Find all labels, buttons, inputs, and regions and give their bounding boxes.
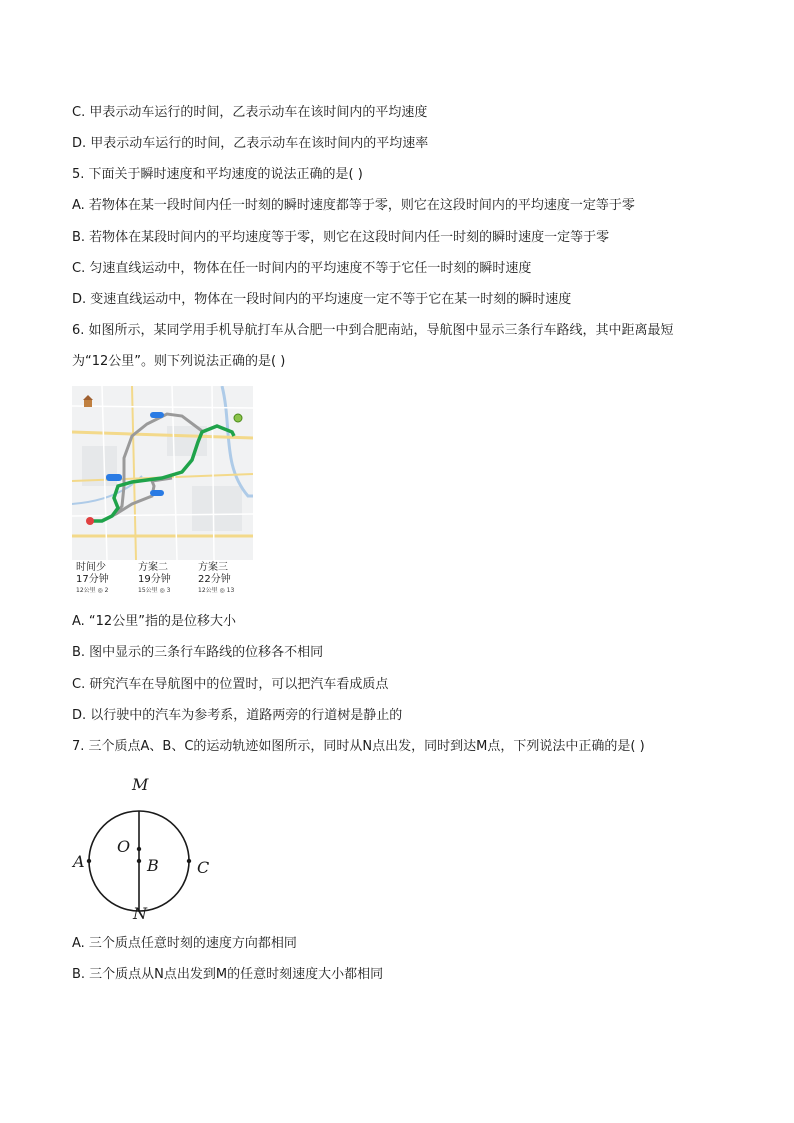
point-c (187, 859, 191, 863)
q6-option-a: A. “12公里”指的是位移大小 (72, 614, 236, 629)
question-5: 5. 下面关于瞬时速度和平均速度的说法正确的是( ) (72, 167, 363, 182)
question-6-line1: 6. 如图所示，某同学用手机导航打车从合肥一中到合肥南站，导航图中显示三条行车路线，其中距离最短 (72, 323, 674, 338)
point-o (137, 847, 141, 851)
q7-option-a: A. 三个质点任意时刻的速度方向都相同 (72, 936, 297, 951)
label-a: A (73, 852, 85, 871)
route-plan-3 (198, 562, 260, 595)
plan-time: 22分钟 (198, 574, 231, 585)
label-o: O (117, 837, 131, 856)
q5-option-c: C. 匀速直线运动中，物体在任一时间内的平均速度不等于它任一时刻的瞬时速度 (72, 261, 532, 276)
label-n: N (133, 904, 147, 922)
map-drawing (72, 386, 253, 560)
label-c: C (197, 858, 210, 877)
q6-option-b: B. 图中显示的三条行车路线的位移各不相同 (72, 645, 324, 660)
point-a (87, 859, 91, 863)
point-b (137, 859, 141, 863)
question-7: 7. 三个质点A、B、C的运动轨迹如图所示，同时从N点出发，同时到达M点，下列说法中正确的是( ) (72, 739, 645, 754)
plan-label: 时间少 (76, 562, 106, 573)
label-b: B (147, 856, 159, 875)
q6-option-d: D. 以行驶中的汽车为参考系，道路两旁的行道树是静止的 (72, 708, 403, 723)
plan-detail: 12公里 ◎ 13 (198, 587, 235, 594)
question-6-line2: 为“12公里”。则下列说法正确的是( ) (72, 354, 286, 369)
circle-diagram (70, 770, 220, 922)
route-plans (72, 562, 253, 602)
q5-option-b: B. 若物体在某段时间内的平均速度等于零，则它在这段时间内任一时刻的瞬时速度一定等于零 (72, 230, 610, 245)
label-m: M (132, 775, 149, 794)
plan-time: 17分钟 (76, 574, 109, 585)
route-plan-1 (76, 562, 138, 595)
plan-detail: 15公里 ◎ 3 (138, 587, 171, 594)
plan-label: 方案二 (138, 562, 168, 573)
q5-option-a: A. 若物体在某一段时间内任一时刻的瞬时速度都等于零，则它在这段时间内的平均速度一定等于零 (72, 198, 635, 213)
plan-time: 19分钟 (138, 574, 171, 585)
q6-option-c: C. 研究汽车在导航图中的位置时，可以把汽车看成质点 (72, 677, 389, 692)
navigation-map (72, 386, 253, 560)
trajectory-diagram (70, 770, 220, 922)
q5-option-d: D. 变速直线运动中，物体在一段时间内的平均速度一定不等于它在某一时刻的瞬时速度 (72, 292, 572, 307)
route-plan-2 (138, 562, 200, 595)
plan-detail: 12公里 ◎ 2 (76, 587, 109, 594)
plan-label: 方案三 (198, 562, 228, 573)
option-d-prev: D. 甲表示动车运行的时间，乙表示动车在该时间内的平均速率 (72, 136, 429, 151)
q7-option-b: B. 三个质点从N点出发到M的任意时刻速度大小都相同 (72, 967, 384, 982)
option-c-prev: C. 甲表示动车运行的时间，乙表示动车在该时间内的平均速度 (72, 105, 428, 120)
